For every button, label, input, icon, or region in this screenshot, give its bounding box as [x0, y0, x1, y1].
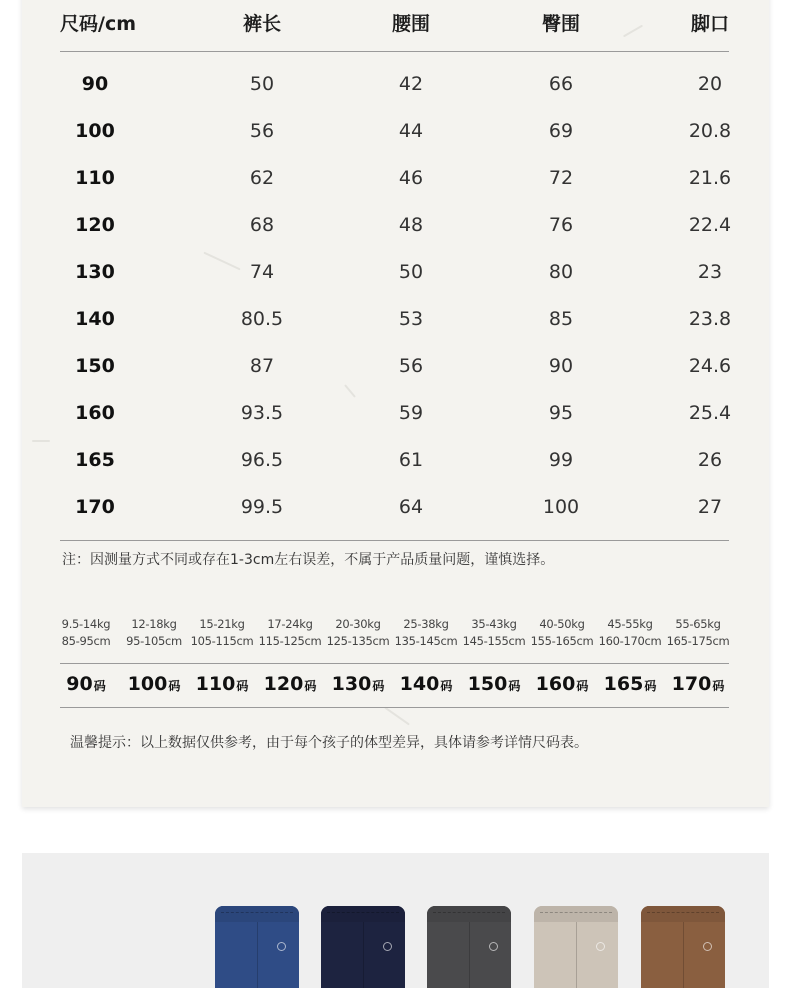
weight-range: 15-21kg: [199, 617, 245, 631]
value-cell: 50: [249, 73, 275, 95]
weight-range: 35-43kg: [471, 617, 517, 631]
size-suffix: 码: [712, 679, 725, 693]
value-cell: 24.6: [688, 355, 732, 377]
weight-range: 25-38kg: [403, 617, 449, 631]
seam: [257, 922, 258, 988]
height-range: 105-115cm: [190, 634, 254, 648]
product-photo: [22, 853, 769, 988]
height-range: 135-145cm: [394, 634, 458, 648]
size-number: 165: [603, 673, 644, 695]
blue-pants: [215, 906, 299, 988]
value-cell: 72: [548, 167, 574, 189]
value-cell: 53: [398, 308, 424, 330]
waistband: [641, 906, 725, 922]
value-cell: 26: [697, 449, 723, 471]
size-number: 90: [66, 673, 93, 695]
weight-range: 17-24kg: [267, 617, 313, 631]
recommended-size: [664, 673, 732, 695]
height-range: 160-170cm: [598, 634, 662, 648]
table-row: [0, 308, 790, 338]
seam: [576, 922, 577, 988]
logo-patch-icon: [489, 942, 498, 951]
value-cell: 20.8: [688, 120, 732, 142]
size-suffix: 码: [168, 679, 181, 693]
logo-patch-icon: [383, 942, 392, 951]
size-cell: 170: [75, 496, 115, 518]
value-cell: 99.5: [240, 496, 284, 518]
header-size: 尺码/cm: [60, 13, 137, 35]
value-cell: 80: [548, 261, 574, 283]
table-row: [0, 167, 790, 197]
value-cell: 90: [548, 355, 574, 377]
size-suffix: 码: [644, 679, 657, 693]
value-cell: 56: [249, 120, 275, 142]
size-suffix: 码: [93, 679, 106, 693]
weight-range: 20-30kg: [335, 617, 381, 631]
size-suffix: 码: [440, 679, 453, 693]
logo-patch-icon: [277, 942, 286, 951]
logo-patch-icon: [703, 942, 712, 951]
size-cell: 100: [75, 120, 115, 142]
recommended-size: [460, 673, 528, 695]
table-row: [0, 261, 790, 291]
size-suffix: 码: [576, 679, 589, 693]
height-range: 115-125cm: [258, 634, 322, 648]
size-table-header: [0, 0, 790, 50]
weight-range: 12-18kg: [131, 617, 177, 631]
seam: [469, 922, 470, 988]
size-cell: 150: [75, 355, 115, 377]
table-row: [0, 496, 790, 526]
weight-range: 55-65kg: [675, 617, 721, 631]
height-range: 125-135cm: [326, 634, 390, 648]
value-cell: 66: [548, 73, 574, 95]
recommended-size: [596, 673, 664, 695]
seam: [363, 922, 364, 988]
value-cell: 68: [249, 214, 275, 236]
header-length: 裤长: [242, 13, 281, 35]
oatmeal-pants: [534, 906, 618, 988]
size-cell: 165: [75, 449, 115, 471]
size-number: 100: [127, 673, 168, 695]
height-range: 85-95cm: [61, 634, 111, 648]
value-cell: 93.5: [240, 402, 284, 424]
charcoal-pants: [427, 906, 511, 988]
size-suffix: 码: [304, 679, 317, 693]
recommended-size: [256, 673, 324, 695]
size-number: 110: [195, 673, 236, 695]
value-cell: 80.5: [240, 308, 284, 330]
table-row: [0, 449, 790, 479]
value-cell: 27: [697, 496, 723, 518]
waistband: [215, 906, 299, 922]
guide-top-divider: [60, 663, 729, 664]
value-cell: 59: [398, 402, 424, 424]
header-hip: 臀围: [541, 13, 580, 35]
height-range: 155-165cm: [530, 634, 594, 648]
height-range: 95-105cm: [126, 634, 182, 648]
value-cell: 22.4: [688, 214, 732, 236]
value-cell: 85: [548, 308, 574, 330]
size-cell: 120: [75, 214, 115, 236]
value-cell: 76: [548, 214, 574, 236]
size-suffix: 码: [508, 679, 521, 693]
size-number: 170: [671, 673, 712, 695]
size-number: 130: [331, 673, 372, 695]
header-hem: 脚口: [690, 13, 729, 35]
size-suffix: 码: [236, 679, 249, 693]
value-cell: 95: [548, 402, 574, 424]
seam: [683, 922, 684, 988]
value-cell: 42: [398, 73, 424, 95]
value-cell: 20: [697, 73, 723, 95]
value-cell: 21.6: [688, 167, 732, 189]
value-cell: 69: [548, 120, 574, 142]
size-cell: 110: [75, 167, 115, 189]
value-cell: 99: [548, 449, 574, 471]
height-range: 145-155cm: [462, 634, 526, 648]
size-number: 150: [467, 673, 508, 695]
waistband: [321, 906, 405, 922]
recommended-size: [392, 673, 460, 695]
size-cell: 90: [81, 73, 109, 95]
value-cell: 100: [542, 496, 580, 518]
value-cell: 61: [398, 449, 424, 471]
table-row: [0, 120, 790, 150]
recommended-size: [120, 673, 188, 695]
value-cell: 46: [398, 167, 424, 189]
value-cell: 64: [398, 496, 424, 518]
value-cell: 62: [249, 167, 275, 189]
value-cell: 25.4: [688, 402, 732, 424]
size-cell: 130: [75, 261, 115, 283]
header-divider: [60, 51, 729, 52]
recommended-size: [188, 673, 256, 695]
logo-patch-icon: [596, 942, 605, 951]
weight-range: 45-55kg: [607, 617, 653, 631]
recommended-size: [324, 673, 392, 695]
height-range: 165-175cm: [666, 634, 730, 648]
value-cell: 96.5: [240, 449, 284, 471]
waistband: [427, 906, 511, 922]
table-row: [0, 73, 790, 103]
value-cell: 44: [398, 120, 424, 142]
size-number: 120: [263, 673, 304, 695]
value-cell: 50: [398, 261, 424, 283]
weight-range: 9.5-14kg: [61, 617, 111, 631]
size-number: 140: [399, 673, 440, 695]
table-row: [0, 355, 790, 385]
brown-pants: [641, 906, 725, 988]
recommended-size: [52, 673, 120, 695]
weight-range: 40-50kg: [539, 617, 585, 631]
waistband: [534, 906, 618, 922]
value-cell: 87: [249, 355, 275, 377]
size-number: 160: [535, 673, 576, 695]
measurement-note: 注：因测量方式不同或存在1-3cm左右误差，不属于产品质量问题，谨慎选择。: [62, 552, 555, 568]
table-row: [0, 402, 790, 432]
value-cell: 74: [249, 261, 275, 283]
guide-bottom-divider: [60, 707, 729, 708]
size-cell: 160: [75, 402, 115, 424]
value-cell: 48: [398, 214, 424, 236]
navy-pants: [321, 906, 405, 988]
value-cell: 23.8: [688, 308, 732, 330]
table-row: [0, 214, 790, 244]
size-tip: 温馨提示：以上数据仅供参考，由于每个孩子的体型差异，具体请参考详情尺码表。: [70, 735, 588, 751]
size-cell: 140: [75, 308, 115, 330]
value-cell: 56: [398, 355, 424, 377]
value-cell: 23: [697, 261, 723, 283]
table-bottom-divider: [60, 540, 729, 541]
recommended-size: [528, 673, 596, 695]
header-waist: 腰围: [391, 13, 430, 35]
size-suffix: 码: [372, 679, 385, 693]
